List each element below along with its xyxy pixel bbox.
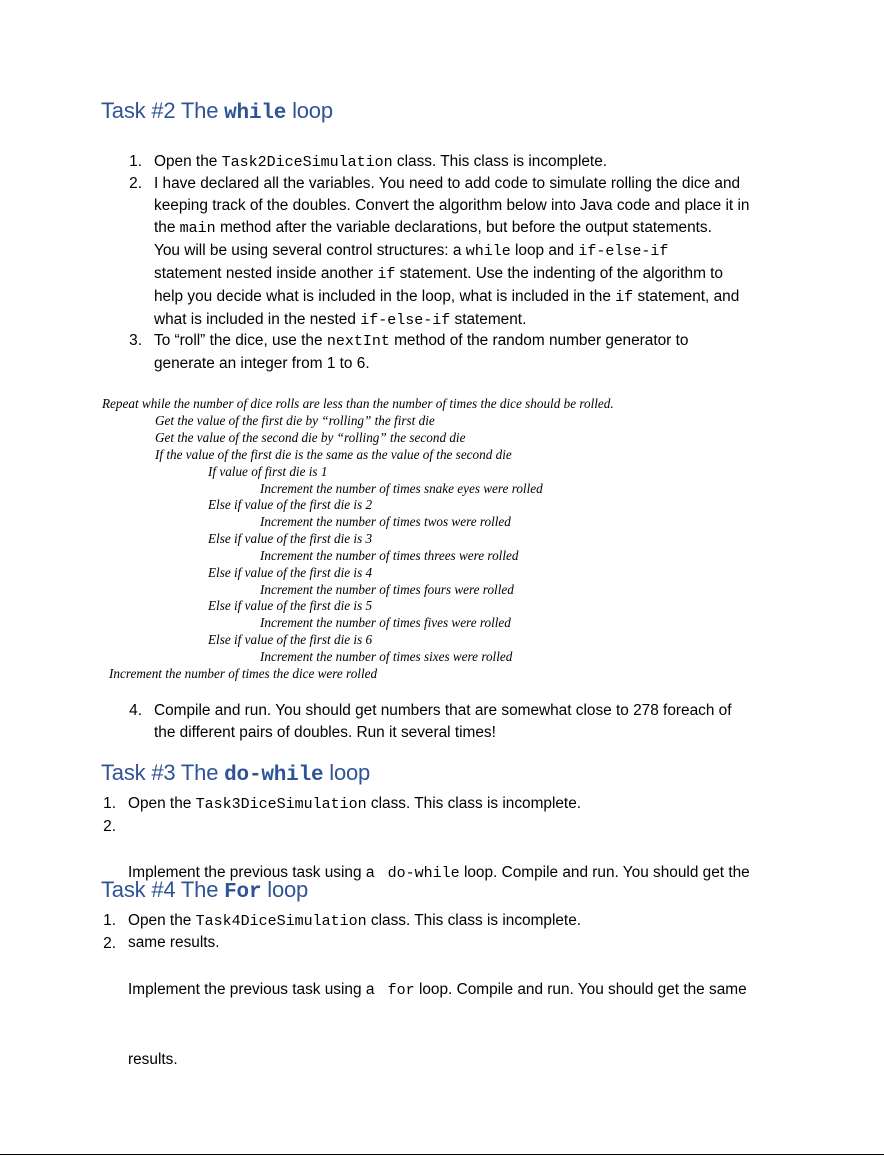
algorithm-line: Increment the number of times sixes were rolled (260, 649, 513, 664)
algorithm-line: Increment the number of times the dice were rolled (109, 666, 378, 681)
task4-heading: Task #4 The For loop (101, 877, 309, 904)
task2-item-3-text: To “roll” the dice, use the nextInt method of the random number generator to generate an integer from 1 to 6. (154, 332, 689, 372)
algorithm-line: If the value of the first die is the same as the value of the second die (155, 447, 512, 462)
algorithm-line: Else if value of the first die is 3 (208, 531, 373, 546)
task2-heading: Task #2 The while loop (101, 98, 333, 125)
list-number: 2. (103, 935, 116, 952)
task3-item-1-text: Open the Task3DiceSimulation class. This class is incomplete. (128, 795, 582, 813)
algorithm-line: Increment the number of times twos were rolled (260, 514, 511, 529)
algorithm-line: Else if value of the first die is 2 (208, 497, 373, 512)
algorithm-line: Increment the number of times fives were rolled (260, 615, 511, 630)
task2-item-4-text: Compile and run. You should get numbers that are somewhat close to 278 foreach of the different pairs of doubles. Run it several times! (154, 702, 732, 741)
algorithm-line: Else if value of the first die is 6 (208, 632, 373, 647)
algorithm-line: Increment the number of times fours were rolled (260, 582, 514, 597)
list-number: 4. (129, 702, 142, 719)
list-number: 1. (129, 153, 142, 170)
task2-item-1-text: Open the Task2DiceSimulation class. This class is incomplete. (154, 153, 608, 171)
list-number: 3. (129, 332, 142, 349)
algorithm-line: Increment the number of times threes were rolled (260, 548, 519, 563)
algorithm-line: Increment the number of times snake eyes were rolled (260, 481, 543, 496)
task2-item-2-text: I have declared all the variables. You need to add code to simulate rolling the dice and keeping track of the doubles. Convert the algorithm below into Java code and place it in the main method after the variable declarations, but before the output statements. You will be using several control structures: a while loop and if-else-if statement nested inside another if statement. Use the indenting of the algorithm to help you decide what is included in the loop, what is included in the if statement, and what is included in the nested if-else-if statement. (154, 175, 750, 329)
algorithm-line: Repeat while the number of dice rolls are less than the number of times the dice should be rolled. (102, 396, 614, 411)
page-bottom-rule (0, 1154, 884, 1155)
task3-item-2-text: Implement the previous task using a do-while loop. Compile and run. You should get the same results. (128, 864, 750, 951)
list-number: 1. (103, 795, 116, 812)
algorithm-line: If value of first die is 1 (208, 464, 328, 479)
algorithm-line: Get the value of the second die by “rolling” the second die (155, 430, 466, 445)
list-number: 2. (129, 175, 142, 192)
task4-item-2-text: Implement the previous task using a for loop. Compile and run. You should get the same results. (128, 981, 747, 1068)
list-number: 2. (103, 818, 116, 835)
algorithm-line: Else if value of the first die is 4 (208, 565, 373, 580)
algorithm-line: Else if value of the first die is 5 (208, 598, 373, 613)
task3-heading: Task #3 The do-while loop (101, 760, 371, 787)
task4-item-1-text: Open the Task4DiceSimulation class. This class is incomplete. (128, 912, 582, 930)
algorithm-line: Get the value of the first die by “rolling” the first die (155, 413, 435, 428)
list-number: 1. (103, 912, 116, 929)
